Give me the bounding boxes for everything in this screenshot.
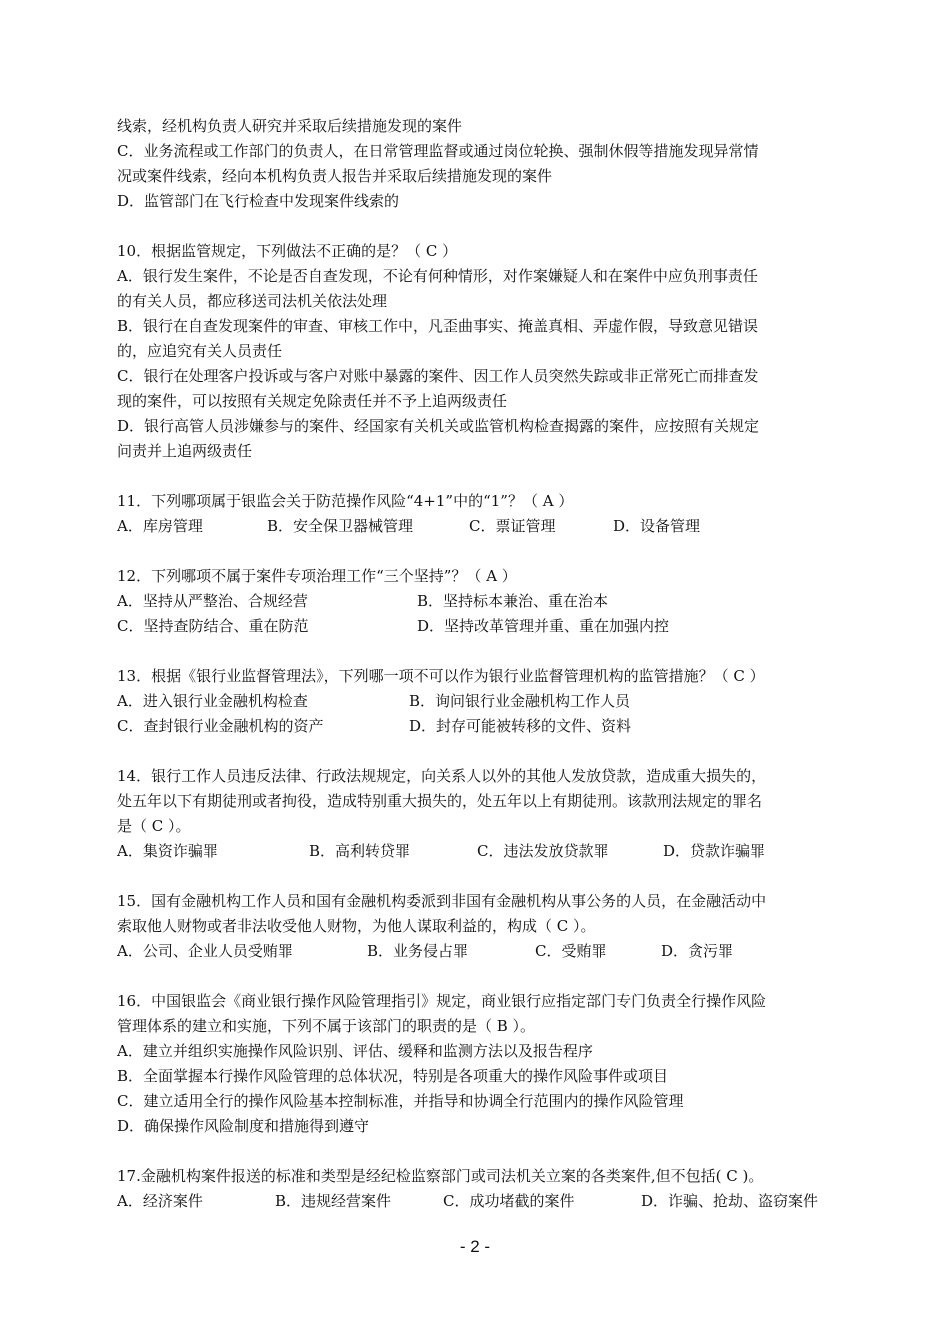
option-b: B．银行在自查发现案件的审查、审核工作中，凡歪曲事实、掩盖真相、弄虚作假，导致意见错误 — [117, 317, 759, 335]
options-row — [117, 839, 839, 864]
question-14 — [117, 764, 839, 864]
options-row — [117, 939, 839, 964]
option-c: C．受贿罪 — [535, 942, 607, 960]
option-c: C．成功堵截的案件 — [443, 1192, 575, 1210]
option-a: A．坚持从严整治、合规经营 — [117, 592, 308, 610]
options-row — [117, 614, 839, 639]
option-a: A．建立并组织实施操作风险识别、评估、缓释和监测方法以及报告程序 — [117, 1042, 593, 1060]
question-16 — [117, 989, 839, 1139]
question-text: 是（ C ）。 — [117, 817, 191, 835]
question-text: 14．银行工作人员违反法律、行政法规规定，向关系人以外的其他人发放贷款，造成重大损失的， — [117, 767, 767, 785]
question-text: 管理体系的建立和实施，下列不属于该部门的职责的是（ B ）。 — [117, 1017, 536, 1035]
option-a: A．集资诈骗罪 — [117, 842, 218, 860]
option-c-cont: 现的案件，可以按照有关规定免除责任并不予上追两级责任 — [117, 392, 508, 410]
option-a: A．库房管理 — [117, 517, 203, 535]
option-d-cont: 问责并上追两级责任 — [117, 442, 253, 460]
question-15 — [117, 889, 839, 964]
option-d: D．封存可能被转移的文件、资料 — [409, 717, 632, 735]
page-number: - 2 - — [459, 1237, 491, 1256]
option-b: B．高利转贷罪 — [309, 842, 411, 860]
text-line: D．监管部门在飞行检查中发现案件线索的 — [117, 192, 400, 210]
question-9-continuation — [117, 114, 839, 214]
question-text: 索取他人财物或者非法收受他人财物，为他人谋取利益的，构成（ C ）。 — [117, 917, 596, 935]
option-a: A．经济案件 — [117, 1192, 203, 1210]
options-row — [117, 514, 839, 539]
question-text: 15．国有金融机构工作人员和国有金融机构委派到非国有金融机构从事公务的人员，在金融活动中 — [117, 892, 767, 910]
question-10 — [117, 239, 839, 464]
question-12 — [117, 564, 839, 639]
option-d: D．坚持改革管理并重、重在加强内控 — [417, 617, 670, 635]
question-17 — [117, 1164, 839, 1214]
option-d: D．贷款诈骗罪 — [663, 842, 766, 860]
options-row — [117, 714, 839, 739]
question-text: 处五年以下有期徒刑或者拘役，造成特别重大损失的，处五年以上有期徒刑。该款刑法规定的罪名 — [117, 792, 763, 810]
question-text: 13．根据《银行业监督管理法》，下列哪一项不可以作为银行业监督管理机构的监管措施？（ C ） — [117, 667, 765, 685]
option-c: C．坚持查防结合、重在防范 — [117, 617, 309, 635]
option-d: D．贪污罪 — [661, 942, 734, 960]
option-c: C．票证管理 — [469, 517, 556, 535]
option-d: D．诈骗、抢劫、盗窃案件 — [641, 1192, 819, 1210]
option-d: D．确保操作风险制度和措施得到遵守 — [117, 1117, 370, 1135]
question-text: 10．根据监管规定，下列做法不正确的是？（ C ） — [117, 242, 458, 260]
option-b: B．全面掌握本行操作风险管理的总体状况，特别是各项重大的操作风险事件或项目 — [117, 1067, 669, 1085]
text-line: 况或案件线索，经向本机构负责人报告并采取后续措施发现的案件 — [117, 167, 553, 185]
text-line: C．业务流程或工作部门的负责人，在日常管理监督或通过岗位轮换、强制休假等措施发现异常情 — [117, 142, 759, 160]
options-row — [117, 589, 839, 614]
question-text: 11．下列哪项属于银监会关于防范操作风险“4+1”中的“1”？（ A ） — [117, 492, 574, 510]
option-a: A．进入银行业金融机构检查 — [117, 692, 308, 710]
option-c: C．查封银行业金融机构的资产 — [117, 717, 324, 735]
option-d: D．银行高管人员涉嫌参与的案件、经国家有关机关或监管机构检查揭露的案件，应按照有关规定 — [117, 417, 760, 435]
question-text: 17.金融机构案件报送的标准和类型是经纪检监察部门或司法机关立案的各类案件,但不包括( C )。 — [117, 1167, 764, 1185]
question-11 — [117, 489, 839, 539]
option-a: A．公司、企业人员受贿罪 — [117, 942, 293, 960]
question-text: 16．中国银监会《商业银行操作风险管理指引》规定，商业银行应指定部门专门负责全行操作风险 — [117, 992, 767, 1010]
option-c: C．违法发放贷款罪 — [477, 842, 609, 860]
option-b-cont: 的，应追究有关人员责任 — [117, 342, 283, 360]
option-a-cont: 的有关人员，都应移送司法机关依法处理 — [117, 292, 388, 310]
option-a: A．银行发生案件，不论是否自查发现，不论有何种情形，对作案嫌疑人和在案件中应负刑事责任 — [117, 267, 758, 285]
question-text: 12．下列哪项不属于案件专项治理工作“三个坚持”？（ A ） — [117, 567, 517, 585]
option-b: B．业务侵占罪 — [367, 942, 469, 960]
option-c: C．银行在处理客户投诉或与客户对账中暴露的案件、因工作人员突然失踪或非正常死亡而排查发 — [117, 367, 759, 385]
option-c: C．建立适用全行的操作风险基本控制标准，并指导和协调全行范围内的操作风险管理 — [117, 1092, 684, 1110]
option-b: B．询问银行业金融机构工作人员 — [409, 692, 631, 710]
options-row — [117, 689, 839, 714]
option-b: B．违规经营案件 — [275, 1192, 392, 1210]
options-row — [117, 1189, 839, 1214]
text-line: 线索，经机构负责人研究并采取后续措施发现的案件 — [117, 117, 463, 135]
document-body — [117, 114, 839, 1214]
question-13 — [117, 664, 839, 739]
option-d: D．设备管理 — [613, 517, 701, 535]
option-b: B．安全保卫器械管理 — [267, 517, 414, 535]
option-b: B．坚持标本兼治、重在治本 — [417, 592, 609, 610]
